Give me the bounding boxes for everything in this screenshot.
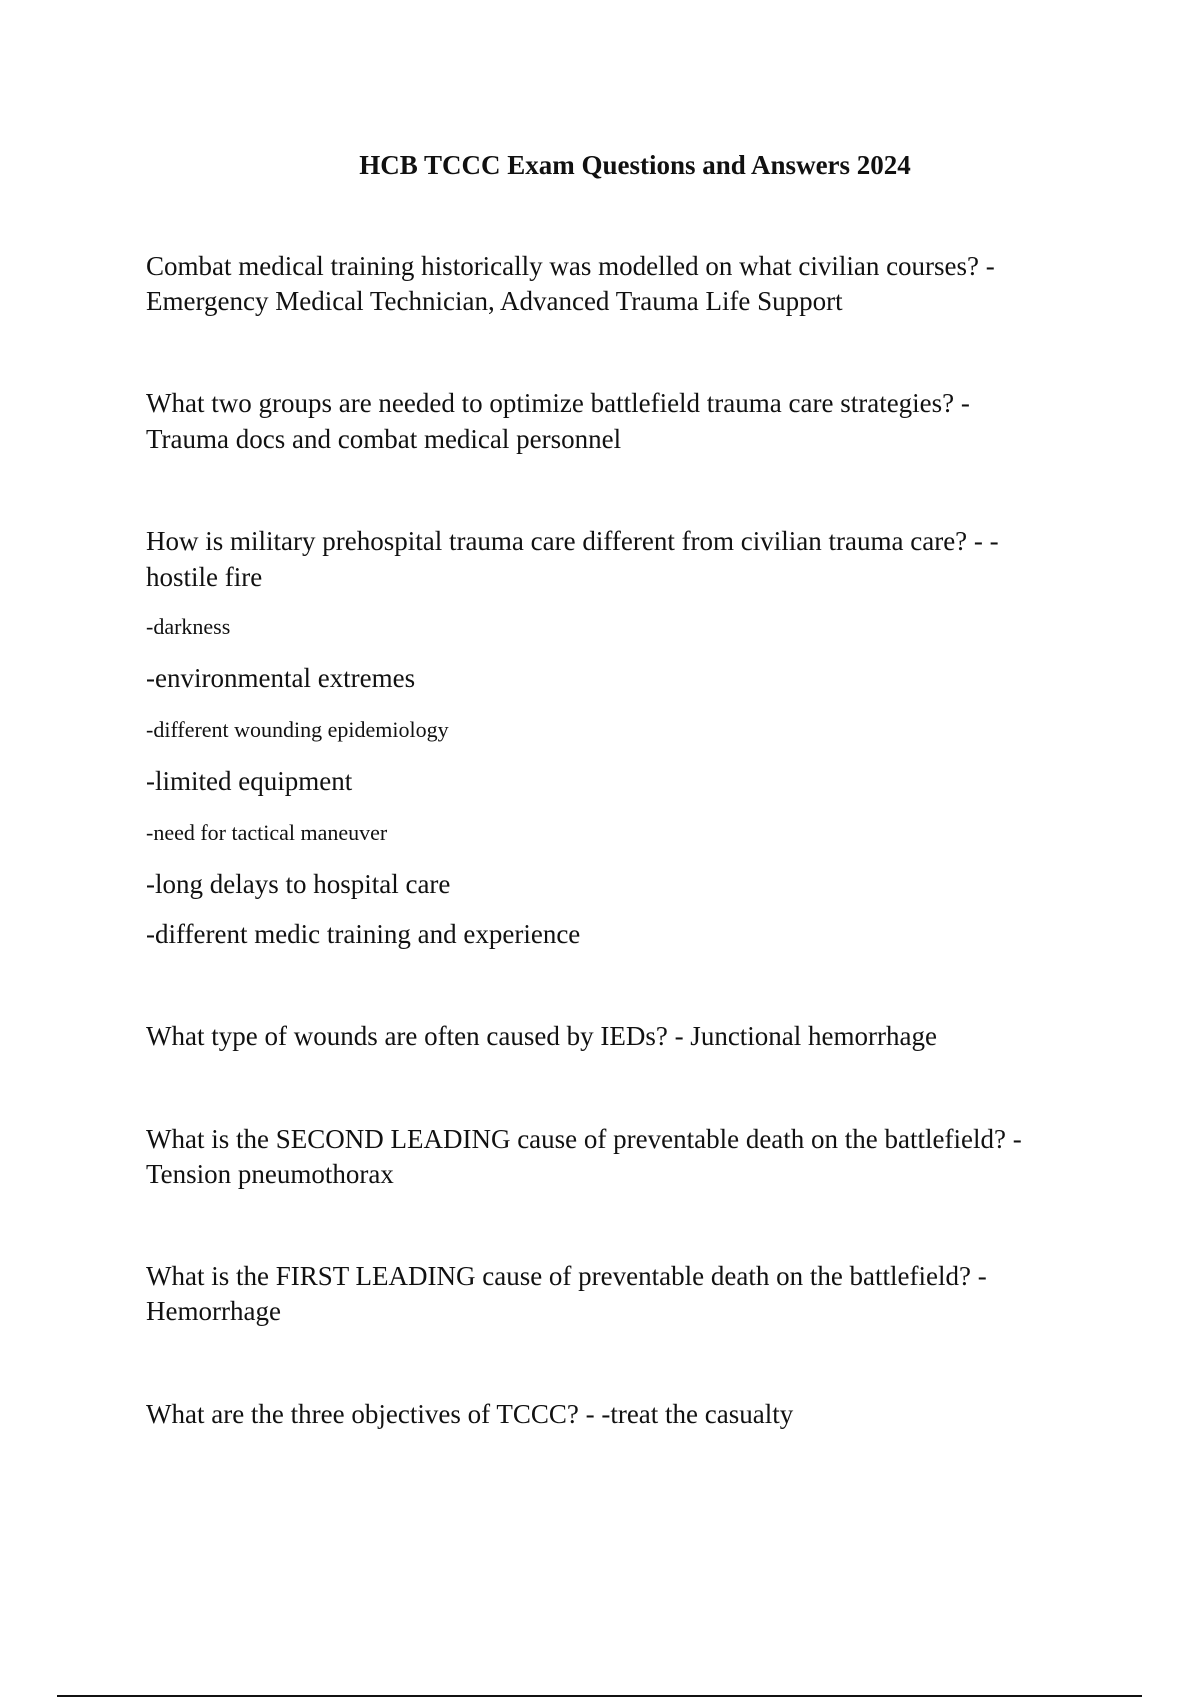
qa-3-list-item: -limited equipment	[146, 766, 353, 796]
qa-6-line-1: What is the FIRST LEADING cause of preventable death on the battlefield? -	[146, 1261, 987, 1291]
qa-5-line-2: Tension pneumothorax	[146, 1159, 394, 1189]
qa-3-line-1: How is military prehospital trauma care different from civilian trauma care? - -	[146, 526, 999, 556]
qa-3-list-item: -long delays to hospital care	[146, 869, 451, 899]
qa-3-list-item: -need for tactical maneuver	[146, 820, 388, 845]
qa-2-line-2: Trauma docs and combat medical personnel	[146, 424, 622, 454]
qa-3-list-item: -different medic training and experience	[146, 919, 581, 949]
qa-3-list-item: -environmental extremes	[146, 663, 416, 693]
qa-1-line-2: Emergency Medical Technician, Advanced Trauma Life Support	[146, 286, 843, 316]
qa-6-line-2: Hemorrhage	[146, 1296, 281, 1326]
footer-rule	[57, 1695, 1142, 1697]
qa-7-line-1: What are the three objectives of TCCC? - -treat the casualty	[146, 1399, 794, 1429]
qa-3-line-2: hostile fire	[146, 562, 263, 592]
qa-5-line-1: What is the SECOND LEADING cause of preventable death on the battlefield? -	[146, 1124, 1022, 1154]
qa-2-line-1: What two groups are needed to optimize battlefield trauma care strategies? -	[146, 388, 970, 418]
qa-3-list-item: -darkness	[146, 614, 231, 639]
document-title: HCB TCCC Exam Questions and Answers 2024	[359, 150, 911, 180]
qa-4-line-1: What type of wounds are often caused by IEDs? - Junctional hemorrhage	[146, 1021, 937, 1051]
qa-3-list-item: -different wounding epidemiology	[146, 717, 449, 742]
qa-1-line-1: Combat medical training historically was modelled on what civilian courses? -	[146, 251, 995, 281]
